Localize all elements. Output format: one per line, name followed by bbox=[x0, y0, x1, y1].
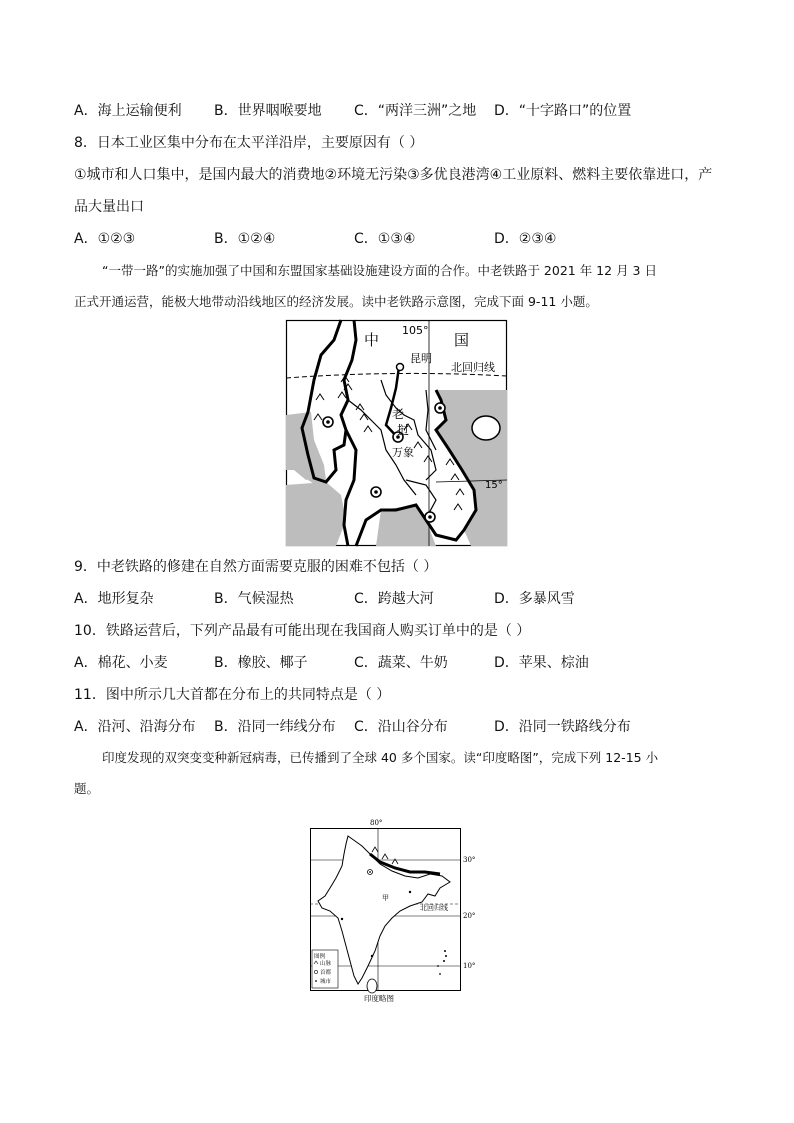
label-laos-1: 老 bbox=[392, 407, 405, 421]
q8-stem: 8．日本工业区集中分布在太平洋沿岸，主要原因有（ ） bbox=[74, 135, 424, 151]
city-marker-3 bbox=[371, 955, 373, 957]
map-caption: 印度略图 bbox=[364, 994, 394, 1003]
q8-items-line2: 品大量出口 bbox=[74, 199, 144, 215]
q8-option-c: C．①③④ bbox=[354, 231, 416, 247]
q10-option-c: C．蔬菜、牛奶 bbox=[354, 655, 448, 671]
label-laos-2: 挝 bbox=[397, 423, 410, 437]
label-10: 10° bbox=[463, 962, 476, 970]
label-latitude-15: 15° bbox=[485, 480, 503, 491]
label-tropic-of-cancer: 北回归线 bbox=[451, 361, 495, 374]
legend-capital-icon bbox=[314, 970, 317, 973]
legend-city-icon bbox=[315, 980, 317, 982]
q10-stem: 10．铁路运营后，下列产品最有可能出现在我国商人购买订单中的是（ ） bbox=[74, 623, 531, 639]
legend-capital: 首都 bbox=[320, 970, 332, 976]
q11-stem: 11．图中所示几大首都在分布上的共同特点是（ ） bbox=[74, 687, 391, 703]
label-china-1: 中 bbox=[364, 331, 380, 349]
q11-option-a: A．沿河、沿海分布 bbox=[74, 719, 196, 735]
passage-1-line2: 正式开通运营，能极大地带动沿线地区的经济发展。读中老铁路示意图，完成下面 9-11 小题。 bbox=[74, 294, 598, 309]
q7-option-c: C．“两洋三洲”之地 bbox=[354, 103, 477, 119]
q9-option-d: D．多暴风雪 bbox=[494, 591, 575, 607]
q8-option-b: B．①②④ bbox=[214, 231, 276, 247]
label-30: 30° bbox=[463, 856, 476, 864]
passage-1-line1: “一带一路”的实施加强了中国和东盟国家基础设施建设方面的合作。中老铁路于 2021 年 12 月 3 日 bbox=[102, 263, 657, 278]
sri-lanka bbox=[367, 979, 377, 993]
label-80: 80° bbox=[370, 819, 383, 827]
q8-items-line1: ①城市和人口集中，是国内最大的消费地②环境无污染③多优良港湾④工业原料、燃料主要依靠进口，产 bbox=[74, 167, 713, 183]
legend-title: 图例 bbox=[314, 954, 326, 960]
label-jia: 甲 bbox=[382, 894, 389, 902]
q10-option-d: D．苹果、棕油 bbox=[494, 655, 589, 671]
q9-option-b: B．气候湿热 bbox=[214, 591, 294, 607]
city-marker-1 bbox=[409, 891, 411, 893]
hainan-island bbox=[472, 416, 500, 440]
q10-option-b: B．橡胶、椰子 bbox=[214, 655, 308, 671]
q11-option-b: B．沿同一纬线分布 bbox=[214, 719, 336, 735]
q7-option-a: A．海上运输便利 bbox=[74, 103, 182, 119]
q8-option-d: D．②③④ bbox=[494, 231, 557, 247]
city-kunming bbox=[397, 364, 404, 371]
q11-option-d: D．沿同一铁路线分布 bbox=[494, 719, 631, 735]
q8-option-a: A．①②③ bbox=[74, 231, 136, 247]
label-20: 20° bbox=[463, 912, 476, 920]
china-laos-railway-map bbox=[286, 320, 507, 546]
passage-2-line2: 题。 bbox=[74, 781, 100, 796]
label-vientiane: 万象 bbox=[392, 446, 414, 459]
q9-option-a: A．地形复杂 bbox=[74, 591, 154, 607]
label-longitude-105: 105° bbox=[402, 324, 429, 337]
q7-option-b: B．世界咽喉要地 bbox=[214, 103, 322, 119]
label-tropic-of-cancer: 北回归线 bbox=[420, 904, 448, 912]
passage-2-line1: 印度发现的双突变变种新冠病毒，已传播到了全球 40 多个国家。读“印度略图”，完成下列 12-15 小 bbox=[102, 750, 659, 765]
legend-mountain: 山脉 bbox=[320, 961, 332, 967]
passage-1 bbox=[74, 255, 724, 317]
q9-option-c: C．跨越大河 bbox=[354, 591, 434, 607]
label-kunming: 昆明 bbox=[410, 352, 432, 365]
q9-stem: 9．中老铁路的修建在自然方面需要克服的困难不包括（ ） bbox=[74, 559, 438, 575]
india-sketch-map bbox=[300, 816, 476, 1006]
passage-2 bbox=[74, 742, 724, 804]
q10-option-a: A．棉花、小麦 bbox=[74, 655, 168, 671]
city-marker-2 bbox=[341, 918, 343, 920]
legend-city: 城市 bbox=[320, 979, 332, 985]
q7-option-d: D．“十字路口”的位置 bbox=[494, 103, 632, 119]
sea-area-gulf-of-thailand bbox=[286, 482, 346, 546]
q11-option-c: C．沿山谷分布 bbox=[354, 719, 448, 735]
label-china-2: 国 bbox=[454, 331, 470, 349]
